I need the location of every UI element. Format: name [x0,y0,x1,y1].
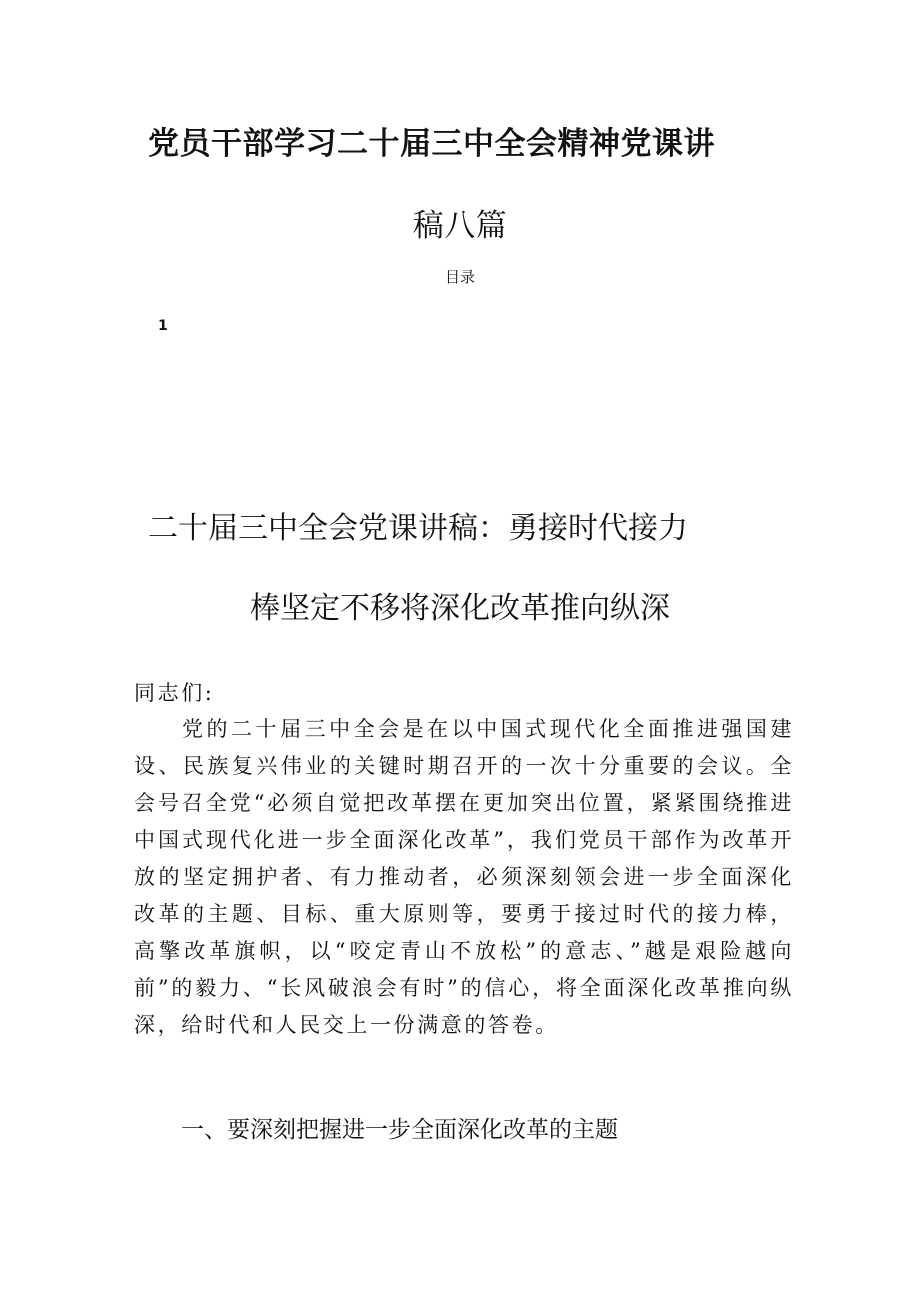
document-title-line-1: 党员干部学习二十届三中全会精神党课讲 [148,126,715,162]
document-title-line-2: 稿八篇 [412,208,508,244]
body-paragraph: 党的二十届三中全会是在以中国式现代化全面推进强国建设、民族复兴伟业的关键时期召开的一次十分重要的会议。全会号召全党“必须自觉把改革摆在更加突出位置，紧紧围绕推进中国式现代化进一步全面深化改革”，我们党员干部作为改革开放的坚定拥护者、有力推动者，必须深刻领会进一步全面深化改革的主题、目标、重大原则等，要勇于接过时代的接力棒，高擎改革旗帜，以“咬定青山不放松”的意志、”越是艰险越向前”的毅力、“长风破浪会有时”的信心，将全面深化改革推向纵深，给时代和人民交上一份满意的答卷。 [134,717,794,1037]
salutation: 同志们: [134,681,215,705]
section-heading: 一、要深刻把握进一步全面深化改革的主题 [181,1117,618,1143]
toc-item[interactable]: 1 [158,318,168,334]
speech-title-line-1: 二十届三中全会党课讲稿：勇接时代接力 [148,511,688,546]
speech-title-line-2: 棒坚定不移将深化改革推向纵深 [250,591,670,626]
table-of-contents-label: 目录 [444,268,475,286]
